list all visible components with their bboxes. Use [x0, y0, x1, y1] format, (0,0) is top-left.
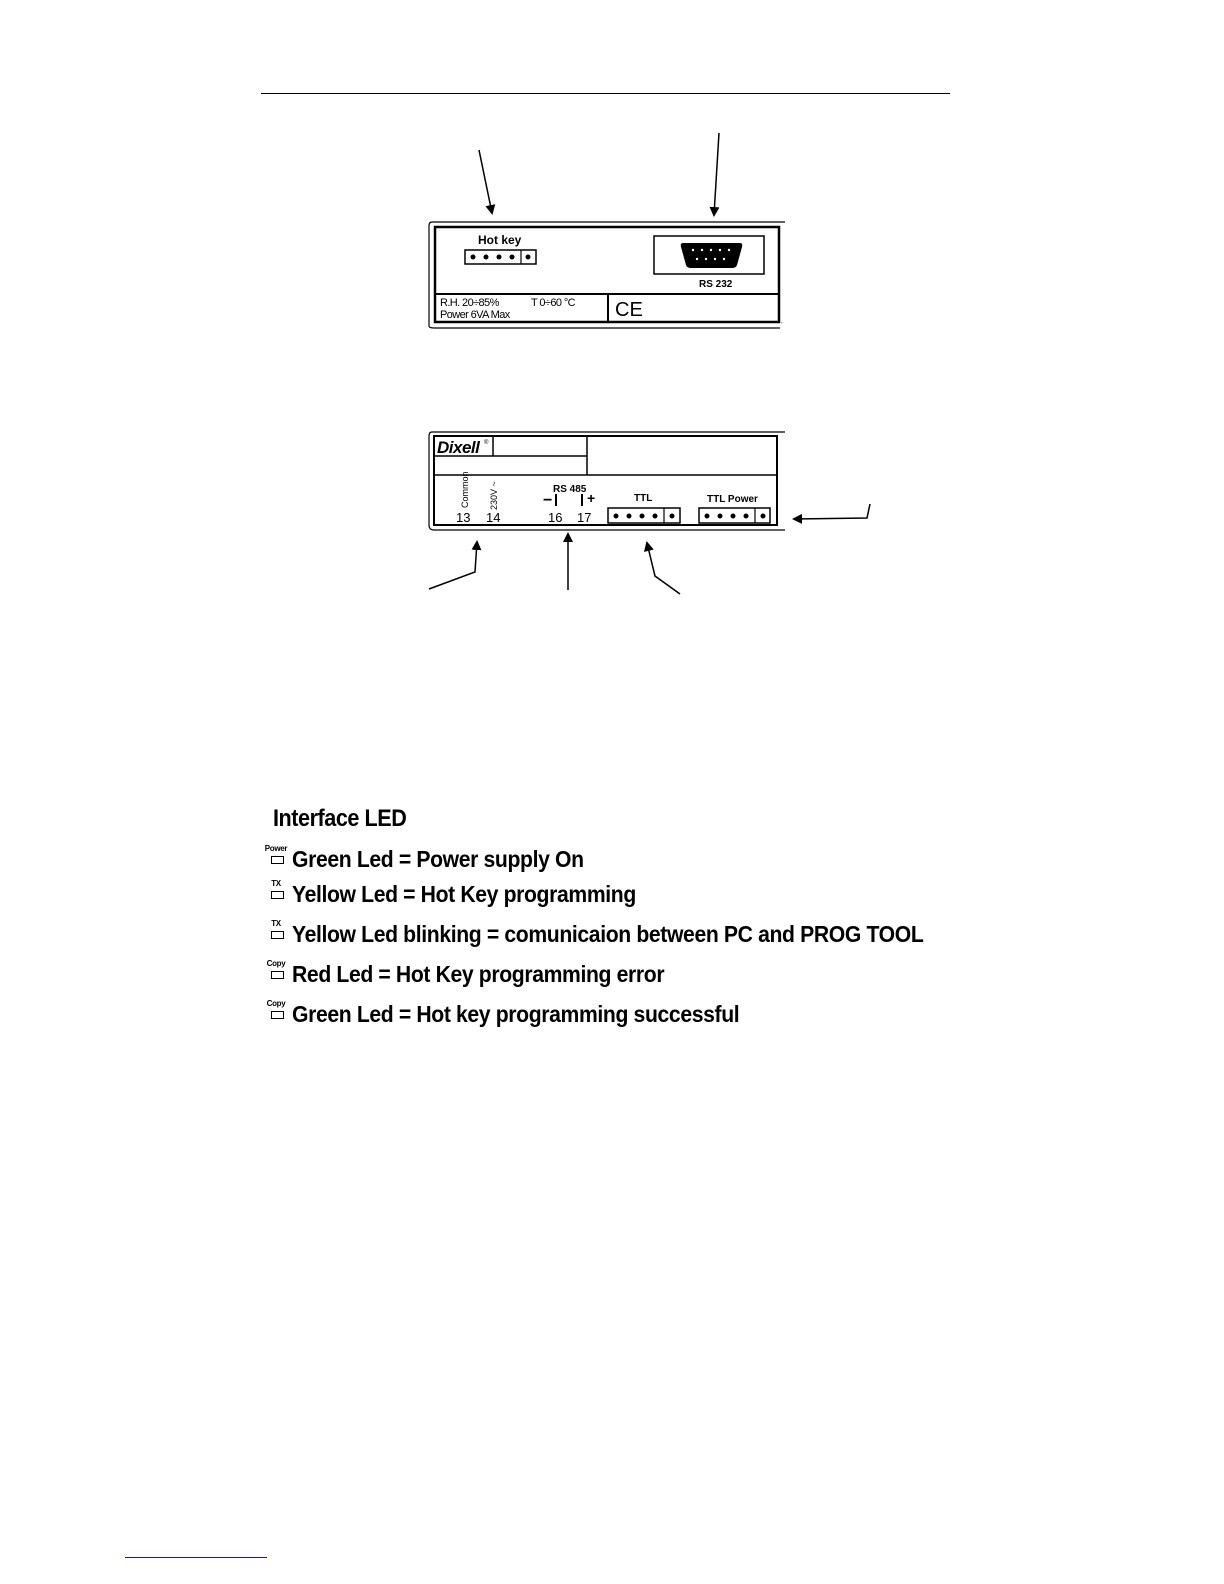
rs485-plus: + — [587, 490, 596, 506]
power-terminals-pointer-arrow — [429, 542, 477, 589]
rs232-pointer-arrow — [714, 133, 719, 215]
copy-led-icon: Copy — [262, 958, 292, 988]
led-item-tx-programming: TX Yellow Led = Hot Key programming — [262, 878, 666, 908]
common-label: Common — [460, 471, 470, 508]
device-front-panel-diagram — [0, 0, 1224, 700]
tx-led-icon: TX — [262, 878, 292, 908]
power-spec: Power 6VA Max — [440, 309, 510, 321]
led-item-tx-blinking: TX Yellow Led blinking = comunicaion between PC and PROG TOOL — [262, 918, 978, 948]
hotkey-pointer-arrow — [479, 150, 492, 213]
power-led-icon: Power — [262, 843, 292, 873]
voltage-label: 230V ~ — [489, 481, 499, 510]
ttl-power-pointer-arrow — [794, 504, 870, 519]
svg-text:,: , — [781, 319, 783, 325]
terminal-14: 14 — [486, 510, 501, 525]
led-item-copy-success: Copy Green Led = Hot key programming successful — [262, 998, 778, 1028]
tx-led-icon: TX — [262, 918, 292, 948]
led-section-title: Interface LED — [273, 805, 407, 832]
led-item-power: Power Green Led = Power supply On — [262, 843, 609, 873]
terminal-16: 16 — [548, 510, 563, 525]
db9-connector-icon — [681, 243, 743, 268]
ttl-pointer-arrow — [647, 543, 680, 594]
dixell-logo: Dixell — [437, 438, 480, 457]
terminal-13: 13 — [456, 510, 471, 525]
rh-spec: R.H. 20÷85% — [440, 297, 499, 309]
ce-mark: CE — [615, 299, 643, 321]
copy-led-icon: Copy — [262, 998, 292, 1028]
footnote-rule — [125, 1557, 267, 1558]
terminal-17: 17 — [577, 510, 592, 525]
ttl-label: TTL — [634, 493, 653, 504]
rs485-label: RS 485 — [553, 484, 587, 495]
rs232-label: RS 232 — [699, 279, 733, 290]
ttl-power-label: TTL Power — [707, 494, 758, 505]
temp-spec: T 0÷60 °C — [531, 297, 575, 309]
hotkey-label: Hot key — [478, 233, 522, 247]
rs485-minus: − — [543, 492, 553, 509]
svg-text:®: ® — [484, 440, 489, 446]
led-item-copy-error: Copy Red Led = Hot Key programming error — [262, 958, 697, 988]
